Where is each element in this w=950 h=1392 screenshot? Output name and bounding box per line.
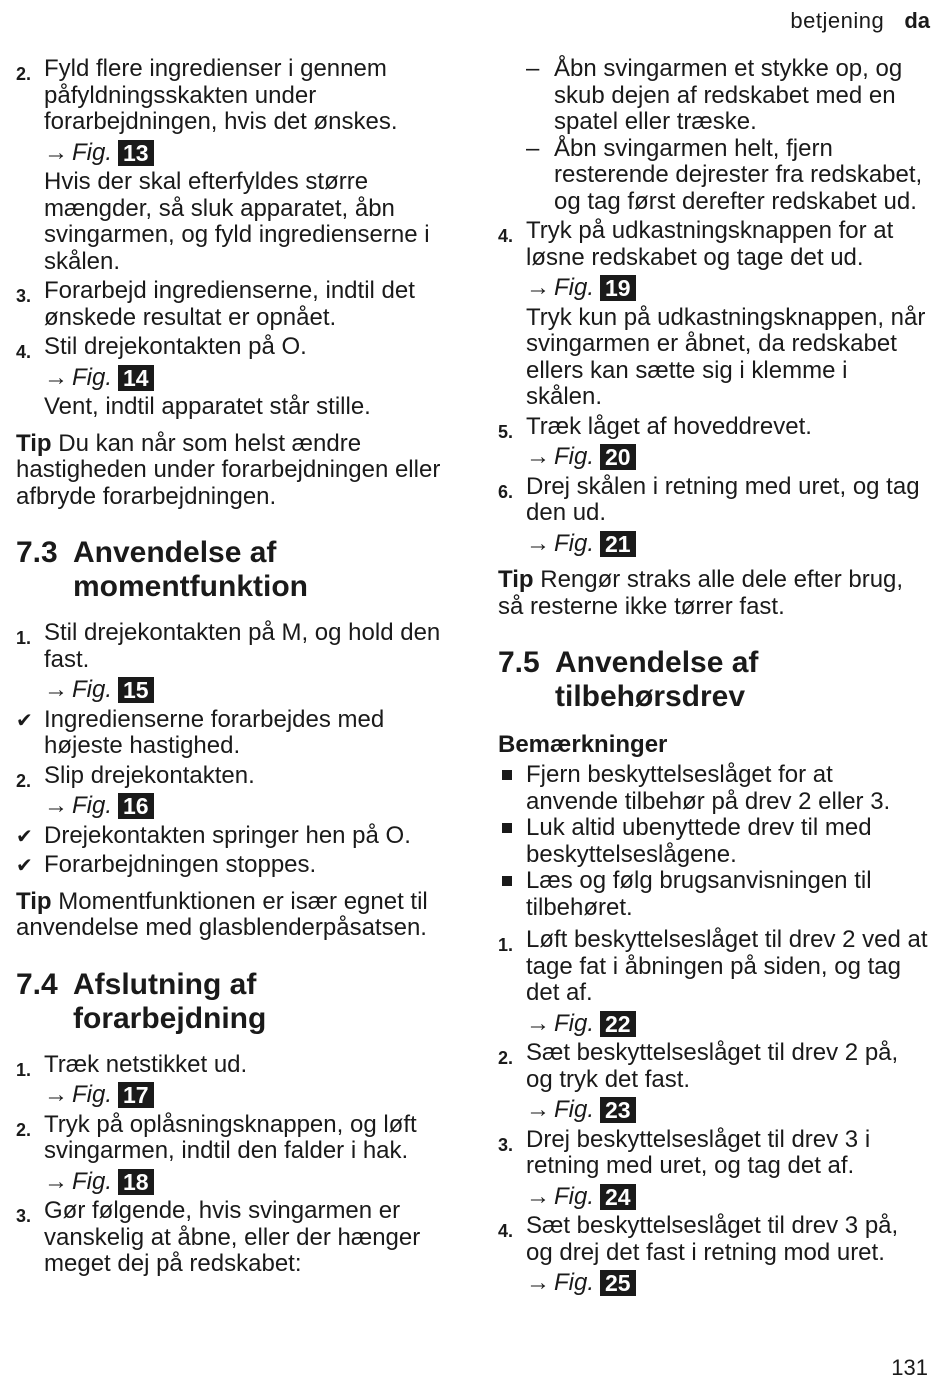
figure-reference — [526, 1011, 930, 1038]
step-item — [16, 620, 456, 704]
step-text: Drej beskyttelseslåget til drev 3 i retning med uret, og tag det af. — [526, 1125, 871, 1179]
arrow-right-icon: → — [526, 1269, 550, 1296]
result-item — [16, 823, 456, 850]
arrow-right-icon: → — [44, 792, 68, 819]
bullet-text: Læs og følg brugsanvisningen til tilbehøret. — [526, 867, 872, 921]
arrow-right-icon: → — [526, 1182, 550, 1210]
fig-label: Fig. — [554, 1009, 595, 1037]
figure-reference — [526, 531, 930, 558]
step-note: Vent, indtil apparatet står stille. — [44, 393, 371, 420]
step-number: 6. — [498, 481, 514, 502]
arrow-right-icon: → — [44, 1167, 68, 1195]
step-number: 2. — [16, 770, 32, 791]
figure-number-badge: 24 — [600, 1184, 636, 1210]
step-item — [16, 334, 456, 421]
arrow-right-icon: → — [44, 363, 68, 391]
figure-reference — [44, 140, 456, 167]
step-text: Slip drejekontakten. — [44, 761, 255, 789]
step-number: 3. — [16, 1206, 32, 1226]
step-number: 3. — [498, 1134, 514, 1155]
step-number: 1. — [498, 935, 514, 955]
step-text: Sæt beskyttelseslåget til drev 2 på, og tryk det fast. — [526, 1039, 899, 1093]
figure-reference — [526, 1270, 930, 1297]
step-number: 2. — [498, 1048, 514, 1068]
substep-item — [498, 56, 930, 136]
figure-number-badge: 15 — [118, 677, 154, 703]
step-text: Træk netstikket ud. — [44, 1050, 248, 1078]
tip-label: Tip — [16, 429, 52, 457]
step-text: Træk låget af hoveddrevet. — [526, 412, 812, 440]
step-text: Tryk på oplåsningsknappen, og løft svingarmen, indtil den falder i hak. — [44, 1110, 417, 1164]
figure-reference — [44, 1169, 456, 1196]
step-text: Drej skålen i retning med uret, og tag den ud. — [526, 472, 920, 526]
figure-number-badge: 20 — [600, 444, 636, 470]
fig-label: Fig. — [72, 1081, 113, 1108]
notes-heading: Bemærkninger — [498, 731, 668, 758]
step-number: 3. — [16, 286, 32, 306]
step-text: Stil drejekontakten på M, og hold den fast. — [44, 619, 441, 673]
square-bullet-icon — [502, 823, 512, 833]
section-heading — [16, 968, 456, 1036]
checkmark-icon: ✔ — [16, 855, 33, 877]
step-text: Løft beskyttelseslåget til drev 2 ved at tage fat i åbningen på siden, og tag det af. — [526, 926, 928, 1006]
figure-number-badge: 16 — [118, 793, 154, 819]
section-heading — [498, 646, 930, 714]
figure-reference — [44, 1082, 456, 1109]
step-number: 5. — [498, 421, 514, 442]
arrow-right-icon: → — [44, 1081, 68, 1108]
result-text: Forarbejdningen stoppes. — [44, 851, 317, 878]
substep-text: Åbn svingarmen helt, fjern resterende dejrester fra redskabet, og tag først derefter redskabet ud. — [554, 134, 923, 215]
step-number: 1. — [16, 1059, 32, 1080]
substep-item — [498, 136, 930, 216]
fig-label: Fig. — [72, 676, 113, 703]
section-title: Anvendelse af momentfunktion — [73, 536, 308, 603]
step-item — [498, 927, 930, 1037]
step-note: Hvis der skal efterfyldes større mængder, så sluk apparatet, åbn svingarmen, og fyld ingredienserne i skålen. — [44, 168, 430, 275]
fig-label: Fig. — [554, 274, 595, 301]
tip-text: Du kan når som helst ændre hastigheden under forarbejdningen eller afbryde forarbejdningen. — [16, 429, 441, 510]
step-text: Gør følgende, hvis svingarmen er vanskelig at åbne, eller der hænger meget dej på redskabet: — [44, 1197, 421, 1277]
tip-paragraph — [16, 889, 456, 942]
figure-reference — [44, 677, 456, 704]
figure-reference — [44, 793, 456, 820]
substep-text: Åbn svingarmen et stykke op, og skub dejen af redskabet med en spatel eller træske. — [554, 55, 903, 135]
step-number: 4. — [498, 226, 514, 246]
step-item — [498, 218, 930, 411]
tip-text: Rengør straks alle dele efter brug, så resterne ikke tørrer fast. — [498, 566, 904, 620]
page-number: 131 — [891, 1355, 928, 1380]
figure-number-badge: 23 — [600, 1097, 636, 1123]
arrow-right-icon: → — [526, 1009, 550, 1037]
figure-number-badge: 13 — [118, 140, 154, 166]
square-bullet-icon — [502, 876, 512, 886]
step-text: Tryk på udkastningsknappen for at løsne redskabet og tage det ud. — [526, 217, 894, 271]
step-number: 2. — [16, 1119, 32, 1140]
tip-label: Tip — [16, 887, 52, 915]
fig-label: Fig. — [554, 443, 595, 470]
result-text: Ingredienserne forarbejdes med højeste hastighed. — [44, 705, 385, 759]
step-text: Sæt beskyttelseslåget til drev 3 på, og drej det fast i retning mod uret. — [526, 1212, 899, 1266]
step-item — [498, 414, 930, 471]
fig-label: Fig. — [554, 529, 595, 557]
step-item — [16, 56, 456, 275]
figure-reference — [526, 444, 930, 471]
step-item — [16, 1198, 456, 1278]
tip-text: Momentfunktionen er især egnet til anvendelse med glasblenderpåsatsen. — [16, 887, 428, 941]
arrow-right-icon: → — [44, 138, 68, 166]
figure-number-badge: 14 — [118, 365, 154, 391]
left-column — [16, 56, 456, 1281]
bullet-item — [498, 762, 930, 815]
fig-label: Fig. — [554, 1096, 595, 1123]
figure-reference — [526, 275, 930, 302]
figure-number-badge: 22 — [600, 1011, 636, 1037]
right-column — [498, 56, 930, 1300]
bullet-text: Fjern beskyttelseslåget for at anvende tilbehør på drev 2 eller 3. — [526, 761, 891, 815]
fig-label: Fig. — [554, 1269, 595, 1296]
section-number: 7.5 — [498, 646, 540, 679]
figure-reference — [526, 1097, 930, 1124]
section-heading — [16, 536, 456, 604]
figure-number-badge: 17 — [118, 1082, 154, 1108]
tip-paragraph — [16, 431, 456, 511]
fig-label: Fig. — [72, 1167, 113, 1195]
step-note: Tryk kun på udkastningsknappen, når svingarmen er åbnet, da redskabet ellers kan sætte sig i klemme i skålen. — [526, 303, 926, 410]
step-number: 4. — [498, 1221, 514, 1241]
fig-label: Fig. — [72, 792, 113, 819]
checkmark-icon: ✔ — [16, 709, 33, 732]
step-item — [498, 474, 930, 558]
arrow-right-icon: → — [526, 274, 550, 301]
arrow-right-icon: → — [526, 529, 550, 557]
figure-number-badge: 19 — [600, 275, 636, 301]
dash-marker: – — [526, 55, 540, 82]
section-title: Afslutning af forarbejdning — [73, 967, 267, 1035]
figure-reference — [526, 1184, 930, 1211]
step-text: Fyld flere ingredienser i gennem påfyldningsskakten under forarbejdningen, hvis det ønskes. — [44, 55, 398, 135]
header-language: da — [904, 8, 930, 33]
tip-label: Tip — [498, 566, 534, 593]
arrow-right-icon: → — [44, 676, 68, 703]
figure-reference — [44, 365, 456, 392]
step-number: 1. — [16, 628, 32, 648]
fig-label: Fig. — [72, 363, 113, 391]
section-title: Anvendelse af tilbehørsdrev — [555, 646, 759, 713]
step-item — [498, 1127, 930, 1211]
step-text: Forarbejd ingredienserne, indtil det ønskede resultat er opnået. — [44, 277, 415, 331]
tip-paragraph — [498, 567, 930, 620]
header-section: betjening — [790, 8, 885, 33]
figure-number-badge: 18 — [118, 1169, 154, 1195]
step-item — [498, 1213, 930, 1297]
checkmark-icon: ✔ — [16, 825, 33, 848]
step-item — [498, 1040, 930, 1124]
step-item — [16, 278, 456, 331]
step-number: 2. — [16, 64, 32, 84]
step-item — [16, 763, 456, 820]
result-item — [16, 707, 456, 760]
page-header — [790, 8, 930, 34]
dash-marker: – — [526, 134, 540, 162]
square-bullet-icon — [502, 770, 512, 780]
bullet-text: Luk altid ubenyttede drev til med beskyttelseslågene. — [526, 814, 872, 868]
result-text: Drejekontakten springer hen på O. — [44, 821, 411, 849]
step-number: 4. — [16, 342, 32, 362]
step-text: Stil drejekontakten på O. — [44, 333, 307, 360]
arrow-right-icon: → — [526, 1096, 550, 1123]
section-number: 7.3 — [16, 536, 58, 569]
figure-number-badge: 25 — [600, 1270, 636, 1296]
bullet-item — [498, 815, 930, 868]
fig-label: Fig. — [554, 1182, 595, 1210]
step-item — [16, 1112, 456, 1196]
section-number: 7.4 — [16, 967, 58, 1001]
fig-label: Fig. — [72, 138, 113, 166]
bullet-item — [498, 868, 930, 921]
step-item — [16, 1052, 456, 1109]
arrow-right-icon: → — [526, 443, 550, 470]
result-item — [16, 852, 456, 879]
figure-number-badge: 21 — [600, 531, 636, 557]
